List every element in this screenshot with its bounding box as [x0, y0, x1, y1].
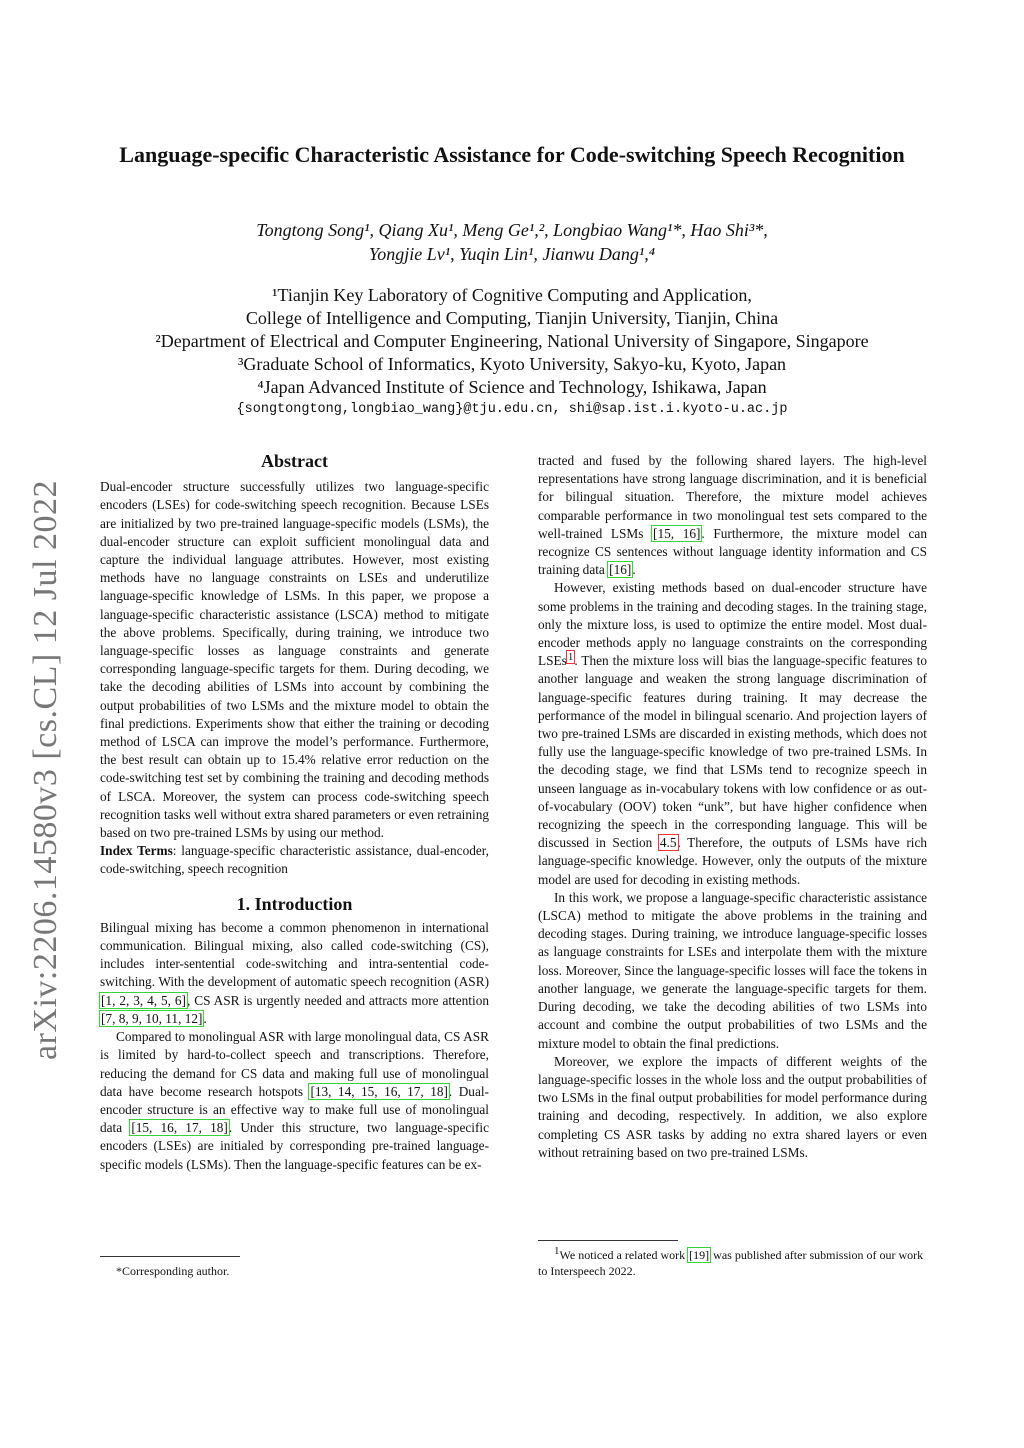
footnote-divider	[100, 1256, 240, 1257]
right-column	[538, 452, 927, 1162]
author-list	[100, 218, 924, 266]
right-paragraph-3: In this work, we propose a language-specific characteristic assistance (LSCA) method to mitigate the above problems in the training and decoding stages. During training, we introduce language-specific losses as language constraints for LSEs and interpolate them with the mixture loss. Moreover, Since the language-specific losses will face the tokens in another language, we generate the language-specific targets for them. During decoding, we take the decoding abilities of two LSMs into account and combine the output probabilities of two LSMs and the mixture model to obtain the final predictions.	[538, 889, 927, 1051]
right-p1-text-c: .	[632, 562, 636, 578]
affiliations	[60, 284, 964, 399]
footnote-ref-link[interactable]: 1	[567, 650, 574, 663]
footnote-1-text-b: was published after submission of our work to Interspeech 2022.	[538, 1248, 924, 1278]
index-terms	[100, 842, 489, 878]
intro-p2-text-a: Compared to monolingual ASR with large monolingual data, CS ASR is limited by hard-to-collect speech and transcriptions. Therefore, reducing the demand for CS data and making full use of monolingual data have become research hotspots	[100, 1029, 489, 1099]
authors-line-1: Tongtong Song¹, Qiang Xu¹, Meng Ge¹,², Longbiao Wang¹*, Hao Shi³*,	[256, 220, 768, 240]
citation-link[interactable]: [15, 16]	[653, 525, 701, 541]
right-p1-text-b: . Furthermore, the mixture model can recognize CS sentences without language identity information and CS training data	[538, 525, 927, 578]
footnote-right	[538, 1232, 927, 1279]
right-p2-text-b: . Then the mixture loss will bias the language-specific features to another language and weaken the strong language discrimination of language-specific features during training. It may decrease the performance of the model in bilingual scenario. And projection layers of two pre-trained LSMs are discarded in existing methods, which does not fully use the language-specific knowledge of two pre-trained LSMs. In the decoding stage, we find that LSMs tend to recognize speech in unseen language as in-vocabulary tokens with low confidence or as out-of-vocabulary (OOV) token “unk”, but have higher confidence when recognizing the speech in the corresponding language. This will be discussed in Section	[538, 653, 927, 851]
intro-p1-text-b: , CS ASR is urgently needed and attracts more attention	[186, 992, 489, 1008]
intro-p1-text-c: .	[203, 1010, 207, 1026]
footnote-number: 1	[554, 1245, 560, 1257]
footnote-left	[100, 1248, 489, 1279]
authors-line-2: Yongjie Lv¹, Yuqin Lin¹, Jianwu Dang¹,⁴	[368, 244, 656, 264]
right-p1-text-a: tracted and fused by the following shared layers. The high-level representations have strong language discrimination, and it is beneficial for bilingual situation. Therefore, the mixture model achieves comparable performance in two monolingual test sets compared to the well-trained LSMs	[538, 453, 927, 541]
index-terms-text: : language-specific characteristic assistance, dual-encoder, code-switching, speech recognition	[100, 843, 489, 877]
affiliation-1-cont: College of Intelligence and Computing, Tianjin University, Tianjin, China	[245, 308, 779, 328]
abstract-text: Dual-encoder structure successfully utilizes two language-specific encoders (LSEs) for code-switching speech recognition. Because LSEs are initialized by two pre-trained language-specific models (LSMs), the dual-encoder structure can exploit sufficient monolingual data and capture the individual language attributes. However, most existing methods have no language constraints on LSEs and underutilize language-specific knowledge of LSMs. In this paper, we propose a language-specific characteristic assistance (LSCA) method to mitigate the above problems. Specifically, during training, we introduce two language-specific losses as language constraints and generate corresponding language-specific targets for them. During decoding, we take the decoding abilities of LSMs into account by combining the output probabilities of two LSMs and the mixture model to obtain the final predictions. Experiments show that either the training or decoding method of LSCA can improve the model’s performance. Furthermore, the best result can obtain up to 15.4% relative error reduction on the code-switching test set by combining the training and decoding methods of LSCA. Moreover, the system can process code-switching speech recognition tasks well without extra shared parameters or even retraining based on two pre-trained LSMs by using our method.	[100, 479, 489, 841]
citation-link[interactable]: [19]	[689, 1248, 710, 1262]
right-p2-text-a: However, existing methods based on dual-encoder structure have some problems in the training and decoding stages. In the training stage, only the mixture loss, is used to optimize the entire model. Most dual-encoder methods apply no language constraints on the corresponding LSEs	[538, 580, 927, 669]
arxiv-watermark: arXiv:2206.14580v3 [cs.CL] 12 Jul 2022	[27, 480, 64, 1060]
paper-title: Language-specific Characteristic Assistance for Code-switching Speech Recognition	[119, 142, 905, 167]
right-p2-text-c: . Therefore, the outputs of LSMs have rich language-specific knowledge. However, only the outputs of the mixture model are used for decoding in existing methods.	[538, 835, 927, 887]
intro-paragraph-1	[100, 919, 489, 1028]
right-paragraph-1	[538, 452, 927, 579]
citation-link[interactable]: [7, 8, 9, 10, 11, 12]	[101, 1010, 203, 1026]
affiliation-4: ⁴Japan Advanced Institute of Science and Technology, Ishikawa, Japan	[257, 377, 767, 397]
intro-p2-text-b: . Dual-encoder structure is an effective way to make full use of monolingual data	[100, 1083, 489, 1136]
intro-paragraph-2	[100, 1028, 489, 1174]
footnote-1	[538, 1247, 927, 1279]
corresponding-author-note: *Corresponding author.	[116, 1264, 230, 1278]
citation-link[interactable]: [15, 16, 17, 18]	[131, 1120, 228, 1136]
citation-link[interactable]: [13, 14, 15, 16, 17, 18]	[310, 1083, 448, 1099]
index-terms-label: Index Terms	[100, 843, 173, 859]
intro-p2-text-c: . Under this structure, two language-specific encoders (LSEs) are initialed by corresponding pre-trained language-specific models (LSMs). Then the language-specific features can be ex-	[100, 1120, 489, 1172]
affiliation-1: ¹Tianjin Key Laboratory of Cognitive Computing and Application,	[272, 285, 752, 305]
right-paragraph-2	[538, 579, 927, 888]
left-column	[100, 452, 489, 1174]
abstract-heading: Abstract	[261, 451, 328, 471]
intro-p1-text-a: Bilingual mixing has become a common phenomenon in international communication. Bilingual mixing, also called code-switching (CS), includes inter-sentential code-switching and intra-sentential code-switching. With the development of automatic speech recognition (ASR)	[100, 919, 489, 990]
citation-link[interactable]: [16]	[609, 562, 632, 578]
section-ref-link[interactable]: 4.5	[659, 835, 677, 851]
right-paragraph-4: Moreover, we explore the impacts of different weights of the language-specific losses in the whole loss and the output probabilities of two LSMs in the final output probabilities for model performance during training and decoding, respectively. In addition, we also explore completing CS ASR tasks by adding no extra shared layers or even without retraining based on two pre-trained LSMs.	[538, 1053, 927, 1160]
affiliation-3: ³Graduate School of Informatics, Kyoto University, Sakyo-ku, Kyoto, Japan	[237, 354, 787, 374]
intro-heading: 1. Introduction	[236, 893, 353, 914]
footnote-1-text-a: We noticed a related work	[559, 1248, 689, 1262]
footnote-divider	[538, 1240, 678, 1241]
citation-link[interactable]: [1, 2, 3, 4, 5, 6]	[101, 992, 186, 1008]
affiliation-2: ²Department of Electrical and Computer Engineering, National University of Singapore, Singapore	[155, 331, 869, 351]
author-emails: {songtongtong,longbiao_wang}@tju.edu.cn, shi@sap.ist.i.kyoto-u.ac.jp	[236, 402, 788, 417]
